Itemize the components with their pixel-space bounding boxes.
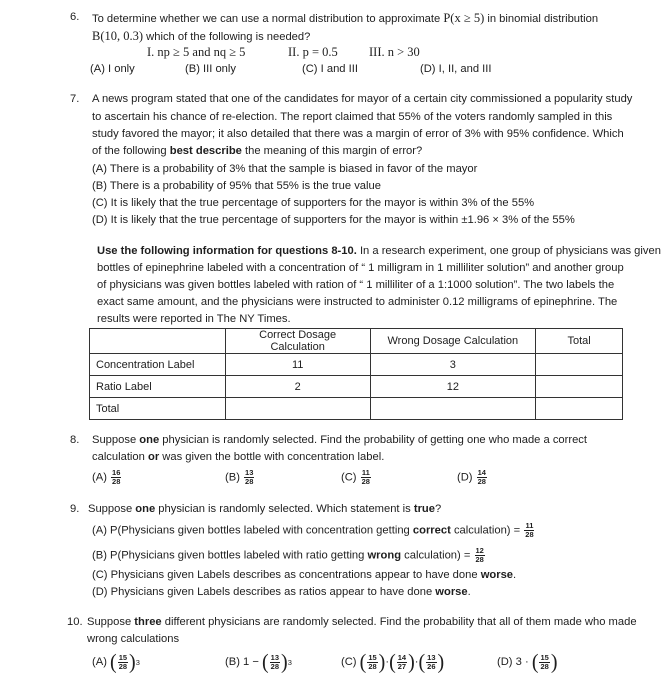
question-text-part: Suppose <box>92 434 137 446</box>
option-d <box>92 586 471 598</box>
option-c <box>341 652 444 672</box>
info-text: results were reported in The NY Times. <box>97 313 291 325</box>
option-a <box>92 469 122 486</box>
denominator: 28 <box>118 661 128 671</box>
option-a <box>92 522 536 539</box>
denominator: 27 <box>397 661 407 671</box>
numerator: 14 <box>477 468 486 477</box>
multiplication-dot: · <box>385 655 390 668</box>
option-a <box>92 652 140 672</box>
option-b: (B) III only <box>185 63 236 75</box>
table-header-row <box>90 329 623 354</box>
question-text-part: physician is randomly selected. Find the probability of getting one who made a correct <box>162 434 588 446</box>
option-label: (B) <box>225 471 240 484</box>
question-text <box>92 451 384 463</box>
question-text: A news program stated that one of the candidates for mayor of a certain city commissioned a popularity study <box>92 93 633 105</box>
numerator: 11 <box>361 468 370 477</box>
parenthesized-fraction: ( $\frac{15}{28}$ ) <box>359 650 386 674</box>
table-cell <box>536 398 623 420</box>
option-emphasis: worse <box>480 569 514 581</box>
option-label: (B) 1 − <box>225 655 259 668</box>
question-text-part: physician is randomly selected. Which statement is <box>158 503 411 515</box>
option-b: (B) There is a probability of 95% that 55% is the true value <box>92 180 381 192</box>
table-row <box>90 354 623 376</box>
question-text-part: different physicians are randomly selected. Find the probability that all of them made who made <box>164 616 637 628</box>
option-label: (C) <box>341 471 357 484</box>
numerator: 15 <box>540 652 549 662</box>
question-number: 6. <box>70 11 80 23</box>
info-text-part: In a research experiment, one group of physicians was given <box>359 245 661 257</box>
option-text: . <box>467 586 471 598</box>
question-text <box>87 616 637 628</box>
table-cell <box>225 398 370 420</box>
info-text: exact same amount, and the physicians were instructed to administer 0.12 milligrams of epinephrine. The <box>97 296 618 308</box>
denominator: 28 <box>540 661 549 671</box>
question-number: 8. <box>70 434 80 446</box>
question-text-part: of the following <box>92 145 167 157</box>
denominator: 26 <box>427 661 436 671</box>
multiplication-dot: · <box>414 655 419 668</box>
math-expression: P(x ≥ 5) <box>443 11 485 25</box>
question-number: 9. <box>70 503 80 515</box>
question-text-emphasis: or <box>147 451 160 463</box>
denominator: 28 <box>368 661 377 671</box>
table-header-cell: Correct Dosage Calculation <box>225 329 370 354</box>
parenthesized-fraction: ( $\frac{14}{27}$ ) <box>389 650 415 674</box>
fraction <box>361 469 371 486</box>
denominator: 28 <box>112 477 121 486</box>
info-lead: Use the following information for questions 8-10. <box>97 245 357 257</box>
numerator: 13 <box>245 468 254 477</box>
option-label: (C) <box>341 655 357 668</box>
parenthesized-fraction: ( $\frac{15}{28}$ ) <box>531 650 558 674</box>
question-text-emphasis: best describe <box>169 145 242 157</box>
table-cell: Concentration Label <box>90 354 226 376</box>
question-text <box>92 145 422 157</box>
math-expression: B(10, 0.3) <box>92 29 144 43</box>
table-header-cell: Total <box>536 329 623 354</box>
option-d <box>497 652 558 672</box>
fraction <box>477 469 487 486</box>
option-text: (A) P(Physicians given bottles labeled with concentration getting <box>92 524 410 537</box>
table-row <box>90 398 623 420</box>
option-emphasis: worse <box>435 586 468 598</box>
question-text <box>92 11 598 26</box>
table-header-cell <box>90 329 226 354</box>
question-text-emphasis: three <box>134 616 162 628</box>
question-text-part: Suppose <box>87 616 132 628</box>
question-text <box>88 503 441 515</box>
parenthesized-fraction: ( $\frac{15}{28}$ ) 3 <box>110 650 140 674</box>
option-text: (B) P(Physicians given bottles labeled with ratio getting <box>92 549 365 562</box>
question-text: to ascertain his chance of re-election. The report claimed that 55% of the voters randomly sampled in this <box>92 111 613 123</box>
option-c <box>341 469 372 486</box>
numerator: 13 <box>427 652 436 662</box>
option-d <box>457 469 488 486</box>
info-text <box>97 245 661 257</box>
question-text-part: which of the following is needed? <box>146 31 311 43</box>
option-text: calculation) = <box>453 524 521 537</box>
table-cell: Total <box>90 398 226 420</box>
option-c: (C) I and III <box>302 63 358 75</box>
condition-2: II. p = 0.5 <box>288 45 338 59</box>
question-text-part: To determine whether we can use a normal distribution to approximate <box>92 13 441 25</box>
option-text: (D) Physicians given Labels describes as ratios appear to have done <box>92 586 433 598</box>
option-text: . <box>513 569 517 581</box>
info-text: bottles of epinephrine labeled with a concentration of “ 1 milligram in 1 milliliter solution” and another group <box>97 262 624 274</box>
denominator: 28 <box>361 477 370 486</box>
info-text: of physicians was given bottles labeled with ration of “ 1 milliliter of a 1:1000 solution”. The two labels the <box>97 279 615 291</box>
question-number: 10. <box>67 616 83 628</box>
question-text-part: ? <box>434 503 442 515</box>
numerator: 13 <box>270 652 280 662</box>
option-c <box>92 569 516 581</box>
table-cell: 12 <box>370 376 536 398</box>
question-text: wrong calculations <box>87 633 180 645</box>
question-text-emphasis: true <box>413 503 435 515</box>
question-text-part: calculation <box>92 451 145 463</box>
option-b <box>225 469 255 486</box>
option-emphasis: correct <box>412 524 451 537</box>
question-text-part: in binomial distribution <box>487 13 599 25</box>
option-b <box>225 652 292 672</box>
dosage-table <box>89 328 623 420</box>
numerator: 14 <box>397 652 407 662</box>
numerator: 12 <box>475 546 484 555</box>
table-header-cell: Wrong Dosage Calculation <box>370 329 536 354</box>
denominator: 28 <box>270 661 280 671</box>
table-cell: 3 <box>370 354 536 376</box>
question-text-part: the meaning of this margin of error? <box>245 145 423 157</box>
question-number: 7. <box>70 93 80 105</box>
option-b <box>92 547 486 564</box>
question-text <box>92 434 587 446</box>
question-text-emphasis: one <box>135 503 156 515</box>
fraction <box>111 469 121 486</box>
numerator: 15 <box>368 652 377 662</box>
parenthesized-fraction: ( $\frac{13}{28}$ ) 3 <box>262 650 292 674</box>
option-c: (C) It is likely that the true percentage of supporters for the mayor is within 3% of the 55% <box>92 197 535 209</box>
numerator: 11 <box>525 521 534 530</box>
fraction <box>244 469 254 486</box>
exponent: 3 <box>287 657 292 667</box>
parenthesized-fraction: ( $\frac{13}{26}$ ) <box>418 650 445 674</box>
condition-1: I. np ≥ 5 and nq ≥ 5 <box>147 45 246 59</box>
table-row <box>90 376 623 398</box>
fraction <box>475 547 485 564</box>
option-emphasis: wrong <box>367 549 402 562</box>
question-text-emphasis: one <box>139 434 160 446</box>
table-cell: 2 <box>225 376 370 398</box>
exponent: 3 <box>135 657 140 667</box>
denominator: 28 <box>245 477 254 486</box>
option-text: calculation) = <box>404 549 471 562</box>
option-d: (D) I, II, and III <box>420 63 492 75</box>
option-label: (A) <box>92 655 107 668</box>
numerator: 15 <box>118 652 128 662</box>
option-d: (D) It is likely that the true percentage of supporters for the mayor is within ±1.96 × 3% of the 55% <box>92 214 575 226</box>
numerator: 16 <box>112 468 121 477</box>
condition-3: III. n > 30 <box>369 45 420 59</box>
question-text: study favored the mayor; it also detailed that there was a margin of error of 3% with 95% confidence. Which <box>92 128 624 140</box>
option-label: (D) <box>457 471 473 484</box>
table-cell: 11 <box>225 354 370 376</box>
option-label: (A) <box>92 471 107 484</box>
denominator: 28 <box>525 530 534 539</box>
table-cell <box>536 376 623 398</box>
denominator: 28 <box>477 477 486 486</box>
table-cell <box>536 354 623 376</box>
question-text-part: was given the bottle with concentration label. <box>162 451 385 463</box>
question-text-part: Suppose <box>88 503 133 515</box>
table-cell: Ratio Label <box>90 376 226 398</box>
option-text: (C) Physicians given Labels describes as concentrations appear to have done <box>92 569 478 581</box>
option-a: (A) I only <box>90 63 135 75</box>
fraction <box>524 522 534 539</box>
question-text <box>92 29 310 44</box>
denominator: 28 <box>475 555 484 564</box>
option-label: (D) 3 · <box>497 655 529 668</box>
option-a: (A) There is a probability of 3% that the sample is biased in favor of the mayor <box>92 163 478 175</box>
table-cell <box>370 398 536 420</box>
